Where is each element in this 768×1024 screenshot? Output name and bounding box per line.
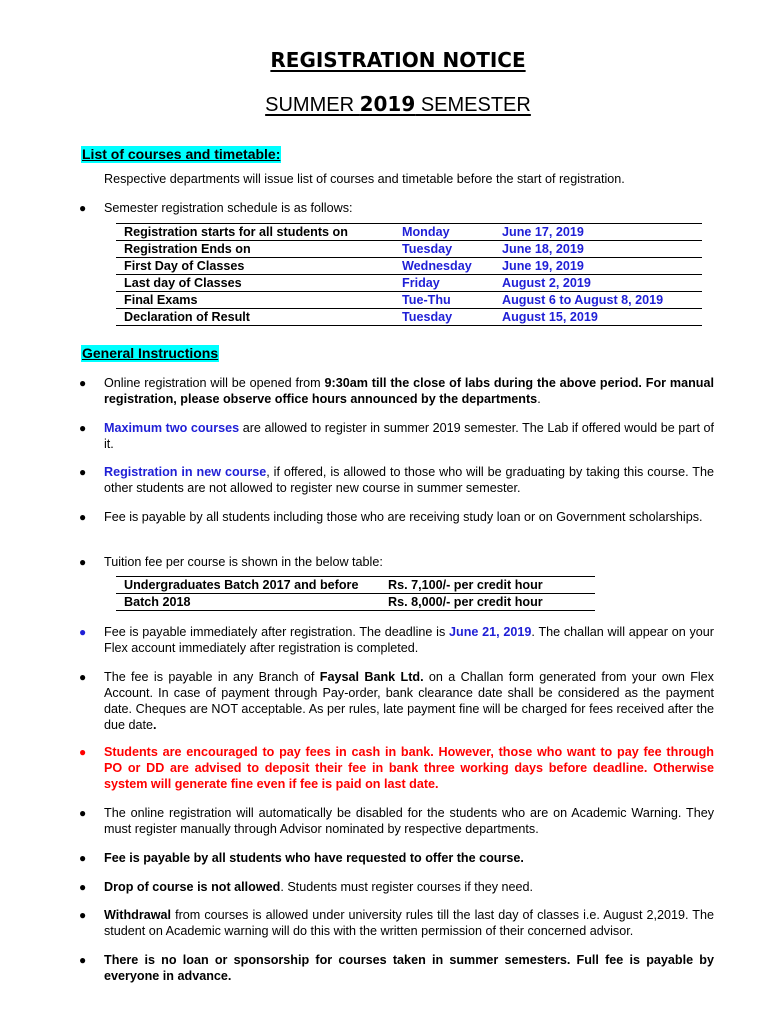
instruction-withdrawal: Withdrawal from courses is allowed under university rules till the last day of classes i.e. August 2,2019. The student on Academic warning will do this with the written permission of their concerned advisor. [104, 908, 714, 938]
instruction-max-courses: Maximum two courses are allowed to register in summer 2019 semester. The Lab if offered would be part of it. [104, 421, 714, 451]
instruction-cash-warning: Students are encouraged to pay fees in cash in bank. However, those who want to pay fee through PO or DD are advised to deposit their fee in bank three working days before deadline. Otherwise system will generate fine even if fee is paid on last date. [104, 745, 714, 791]
bullet: ● [79, 555, 87, 569]
schedule-event: Last day of Classes [116, 275, 402, 292]
fee-row [116, 577, 595, 594]
notice-subtitle [0, 92, 768, 116]
bullet: ● [79, 376, 87, 390]
schedule-table [116, 223, 702, 326]
instruction-no-loan: There is no loan or sponsorship for courses taken in summer semesters. Full fee is payable by everyone in advance. [104, 953, 714, 983]
schedule-intro: Semester registration schedule is as follows: [104, 201, 353, 215]
instruction-fee-all: Fee is payable by all students including those who are receiving study loan or on Government scholarships. [104, 510, 703, 524]
bullet: ● [79, 625, 87, 639]
schedule-row [116, 292, 702, 309]
schedule-row [116, 258, 702, 275]
schedule-event: Registration starts for all students on [116, 224, 402, 241]
schedule-day: Friday [402, 275, 502, 292]
bullet: ● [79, 908, 87, 922]
bullet: ● [79, 670, 87, 684]
subtitle-post: SEMESTER [415, 94, 531, 116]
fee-table [116, 576, 595, 611]
instruction-drop-course: Drop of course is not allowed. Students must register courses if they need. [104, 880, 534, 894]
schedule-day: Monday [402, 224, 502, 241]
fee-amount: Rs. 7,100/- per credit hour [388, 577, 595, 594]
bullet: ● [79, 465, 87, 479]
schedule-event: Final Exams [116, 292, 402, 309]
schedule-row [116, 241, 702, 258]
bullet: ● [79, 421, 87, 435]
instruction-new-course: Registration in new course, if offered, is allowed to those who will be graduating by taking this course. The other students are not allowed to register new course in summer semester. [104, 465, 714, 495]
schedule-row [116, 309, 702, 326]
schedule-date: August 2, 2019 [502, 275, 702, 292]
schedule-date: August 15, 2019 [502, 309, 702, 326]
section-heading-courses: List of courses and timetable: [82, 146, 281, 162]
schedule-day: Tuesday [402, 241, 502, 258]
instruction-bank: The fee is payable in any Branch of Faysal Bank Ltd. on a Challan form generated from your own Flex Account. In case of payment through Pay-order, bank clearance date shall be considered as the payment date. Cheques are NOT acceptable. As per rules, late payment fine will be charged for fees received after the due date. [104, 670, 714, 732]
bullet: ● [79, 806, 87, 820]
schedule-event: Registration Ends on [116, 241, 402, 258]
schedule-day: Wednesday [402, 258, 502, 275]
subtitle-pre: SUMMER [265, 94, 360, 116]
fee-batch: Undergraduates Batch 2017 and before [116, 577, 388, 594]
schedule-date: June 18, 2019 [502, 241, 702, 258]
bullet: ● [79, 745, 87, 759]
instruction-tuition-intro: Tuition fee per course is shown in the below table: [104, 555, 383, 569]
bullet: ● [79, 880, 87, 894]
schedule-date: June 19, 2019 [502, 258, 702, 275]
schedule-row [116, 275, 702, 292]
section-heading-instructions: General Instructions [82, 345, 219, 361]
notice-title: REGISTRATION NOTICE [270, 48, 526, 72]
fee-batch: Batch 2018 [116, 594, 388, 611]
schedule-event: First Day of Classes [116, 258, 402, 275]
fee-row [116, 594, 595, 611]
bullet: ● [79, 201, 87, 215]
bullet: ● [79, 953, 87, 967]
instruction-fee-requested: Fee is payable by all students who have requested to offer the course. [104, 851, 524, 865]
fee-amount: Rs. 8,000/- per credit hour [388, 594, 595, 611]
courses-intro: Respective departments will issue list of courses and timetable before the start of registration. [104, 172, 625, 186]
bullet: ● [79, 510, 87, 524]
instruction-deadline: Fee is payable immediately after registration. The deadline is June 21, 2019. The challan will appear on your Flex account immediately after registration is completed. [104, 625, 714, 655]
instruction-academic-warning: The online registration will automatically be disabled for the students who are on Academic Warning. They must register manually through Advisor nominated by respective departments. [104, 806, 714, 836]
instruction-online-registration: Online registration will be opened from 9:30am till the close of labs during the above period. For manual registration, please observe office hours announced by the departments. [104, 376, 714, 406]
schedule-row [116, 224, 702, 241]
schedule-event: Declaration of Result [116, 309, 402, 326]
bullet: ● [79, 851, 87, 865]
schedule-date: August 6 to August 8, 2019 [502, 292, 702, 309]
schedule-day: Tuesday [402, 309, 502, 326]
schedule-date: June 17, 2019 [502, 224, 702, 241]
subtitle-year: 2019 [359, 92, 416, 116]
schedule-day: Tue-Thu [402, 292, 502, 309]
